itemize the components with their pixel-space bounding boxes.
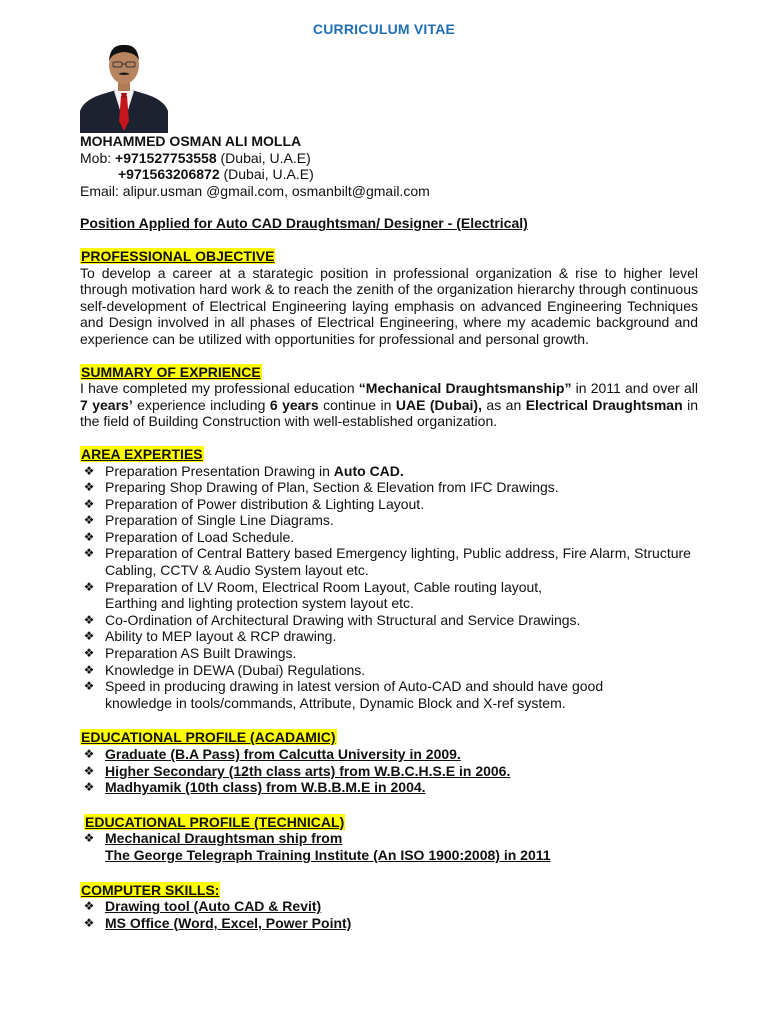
expertise-heading: AREA EXPERTIES xyxy=(81,445,203,462)
phone-line-1 xyxy=(80,150,698,167)
list-item: ❖ MS Office (Word, Excel, Power Point) xyxy=(80,915,698,932)
diamond-bullet-icon: ❖ xyxy=(83,747,95,761)
expertise-section xyxy=(80,446,698,712)
list-item: ❖ Preparation of LV Room, Electrical Room Layout, Cable routing layout, Earthing and lighting protection system layout etc. xyxy=(80,579,698,612)
diamond-bullet-icon: ❖ xyxy=(83,513,95,528)
skills-list xyxy=(80,898,698,931)
diamond-bullet-icon: ❖ xyxy=(83,579,95,594)
phone-1: +971527753558 xyxy=(115,149,217,166)
cv-body xyxy=(80,133,698,931)
phone-line-2 xyxy=(80,166,698,183)
diamond-bullet-icon: ❖ xyxy=(83,899,95,914)
email-line xyxy=(80,183,698,200)
list-item: ❖ Madhyamik (10th class) from W.B.B.M.E in 2004. xyxy=(80,779,698,796)
list-item: ❖ Mechanical Draughtsman ship from The George Telegraph Training Institute (An ISO 1900:2008) in 2011 xyxy=(80,830,698,863)
summary-text: I have completed my professional education “Mechanical Draughtsmanship” in 2011 and over all 7 years’ experience including 6 years continue in UAE (Dubai), as an Electrical Draughtsman in the field of Building Construction with well-established organization. xyxy=(80,380,699,430)
diamond-bullet-icon: ❖ xyxy=(83,646,95,661)
email-label: Email: xyxy=(80,182,119,199)
diamond-bullet-icon: ❖ xyxy=(83,463,95,478)
candidate-name: MOHAMMED OSMAN ALI MOLLA xyxy=(80,133,302,149)
list-item: ❖ Preparation Presentation Drawing in Auto CAD. xyxy=(80,463,698,480)
diamond-bullet-icon: ❖ xyxy=(83,546,95,561)
list-item: ❖ Drawing tool (Auto CAD & Revit) xyxy=(80,898,698,915)
phone-2: +971563206872 xyxy=(118,166,220,183)
diamond-bullet-icon: ❖ xyxy=(83,612,95,627)
summary-section xyxy=(80,364,698,430)
phone-2-location: (Dubai, U.A.E) xyxy=(223,166,314,183)
list-item: ❖ Knowledge in DEWA (Dubai) Regulations. xyxy=(80,662,698,679)
position-applied: Position Applied for Auto CAD Draughtsman/ Designer - (Electrical) xyxy=(80,215,528,232)
cv-title: CURRICULUM VITAE xyxy=(312,21,456,37)
email-addresses: alipur.usman @gmail.com, osmanbilt@gmail.com xyxy=(122,182,430,199)
list-item: ❖ Preparation of Load Schedule. xyxy=(80,529,698,546)
edu-academic-list xyxy=(80,746,698,796)
list-item: ❖ Preparation of Power distribution & Lighting Layout. xyxy=(80,496,698,513)
diamond-bullet-icon: ❖ xyxy=(83,496,95,511)
skills-heading: COMPUTER SKILLS: xyxy=(81,881,220,898)
list-item: ❖ Speed in producing drawing in latest version of Auto-CAD and should have good knowledge in tools/commands, Attribute, Dynamic Block and X-ref system. xyxy=(80,678,698,711)
contact-block xyxy=(80,133,698,199)
diamond-bullet-icon: ❖ xyxy=(83,679,95,694)
objective-section xyxy=(80,248,698,348)
edu-technical-list xyxy=(80,830,698,863)
mob-label: Mob: xyxy=(80,149,112,166)
diamond-bullet-icon: ❖ xyxy=(83,662,95,677)
list-item: ❖ Preparation of Central Battery based Emergency lighting, Public address, Fire Alarm, Structure Cabling, CCTV & Audio System layout etc. xyxy=(80,545,698,578)
list-item: ❖ Preparing Shop Drawing of Plan, Section & Elevation from IFC Drawings. xyxy=(80,479,698,496)
diamond-bullet-icon: ❖ xyxy=(83,831,95,846)
list-item: ❖ Higher Secondary (12th class arts) from W.B.C.H.S.E in 2006. xyxy=(80,763,698,780)
diamond-bullet-icon: ❖ xyxy=(83,780,95,795)
list-item: ❖ Ability to MEP layout & RCP drawing. xyxy=(80,628,698,645)
diamond-bullet-icon: ❖ xyxy=(83,763,95,778)
edu-technical-heading: EDUCATIONAL PROFILE (TECHNICAL) xyxy=(85,813,345,830)
edu-academic-heading: EDUCATIONAL PROFILE (ACADAMIC) xyxy=(81,729,336,746)
list-item: ❖ Preparation of Single Line Diagrams. xyxy=(80,512,698,529)
diamond-bullet-icon: ❖ xyxy=(83,915,95,930)
skills-section xyxy=(80,882,698,932)
profile-photo xyxy=(80,41,168,133)
edu-technical-section xyxy=(80,814,698,831)
diamond-bullet-icon: ❖ xyxy=(83,629,95,644)
summary-heading: SUMMARY OF EXPRIENCE xyxy=(81,363,261,380)
edu-academic-section xyxy=(80,729,698,795)
diamond-bullet-icon: ❖ xyxy=(83,480,95,495)
list-item: ❖ Co-Ordination of Architectural Drawing with Structural and Service Drawings. xyxy=(80,612,698,629)
expertise-list xyxy=(80,463,698,712)
list-item: ❖ Preparation AS Built Drawings. xyxy=(80,645,698,662)
diamond-bullet-icon: ❖ xyxy=(83,529,95,544)
objective-text: To develop a career at a starategic position in professional organization & rise to higher level through motivation hard work & to reach the zenith of the organization hierarchy through continuous self-development of Electrical Engineering laying emphasis on advanced Engineering Techniques and Design involved in all phases of Electrical Engineering, where my academic background and experience can be utilized with opportunities for professional and personal growth. xyxy=(80,264,698,347)
objective-heading: PROFESSIONAL OBJECTIVE xyxy=(81,247,275,264)
phone-1-location: (Dubai, U.A.E) xyxy=(220,149,311,166)
list-item: ❖ Graduate (B.A Pass) from Calcutta University in 2009. xyxy=(80,746,698,763)
